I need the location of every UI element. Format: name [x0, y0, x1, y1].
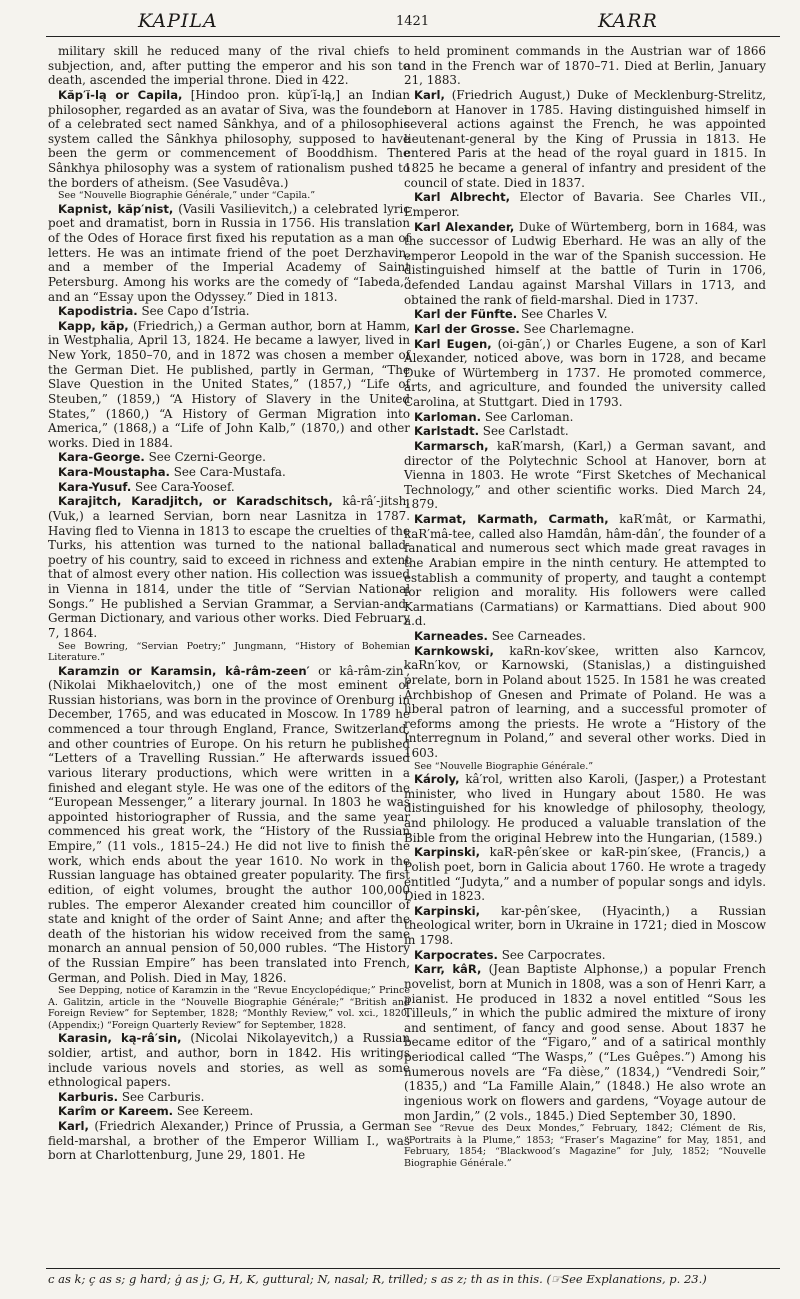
entry-text: See Carlstadt. — [482, 424, 569, 439]
entry-text: See Cara-Yoosef. — [135, 479, 235, 494]
entry-headword: Kara-George. — [58, 450, 145, 465]
entry-text: See Carpocrates. — [501, 947, 606, 962]
pronunciation-key-footer: ᴄ as k; ç as s; g hard; ġ as j; G, H, K, guttural; N, nasal; R, trilled; s as z; th as in this. (☞See Explanations, p. 23.) — [48, 1272, 707, 1286]
dictionary-entry — [48, 304, 410, 319]
dictionary-entry — [404, 88, 766, 190]
entry-text: kaR′marsh, (Karl,) a German savant, and director of the Polytechnic School at Hanover, born at Vienna in 1803. He wrote “First Sketches of Mechanical Technology,” and other scientific works. Died March 24, 1879. — [404, 438, 767, 512]
entry-text: (Nicolai Nikolayevitch,) a Russian soldier, artist, and author, born in 1842. His writings include various novels and stories, as well as some ethnological papers. — [48, 1031, 411, 1090]
entry-text: See Charles V. — [520, 307, 608, 322]
entry-headword: Karpocrates. — [414, 947, 498, 962]
entry-text: kâ-râ′-jitsh, (Vuk,) a learned Servian, born near Lasnitza in 1787. Having fled to Vienna in 1813 to escape the cruelties of the Turks, his attention was turned to the national ballad-poetry of his country, said to exceed in richness and extent that of almost every other nation. His collection was issued in Vienna in 1814, under the title of “Servian National Songs.” He published a Servian Grammar, a Servian-and-German Dictionary, and various other works. Died February 7, 1864. — [48, 494, 411, 640]
entry-text: [Hindoo pron. kŭp′ĭ-lą,] an Indian philosopher, regarded as an avatar of Siva, was the founder of a celebrated sect named Sânkhya, and of a philosophic system called the Sânkhya philosophy, supposed to have been the germ or commencement of Booddhism. The Sânkhya philosophy was a system of rationalism pushed to the borders of atheism. (See Vasudêva.) — [48, 87, 411, 190]
entry-text: (Vasili Vasilievitch,) a celebrated lyric poet and dramatist, born in Russia in 1756. His translation of the Odes of Horace first fixed his reputation as a man of letters. He was an intimate friend of the poet Derzhavin, and a member of the Imperial Academy of Saint Petersburg. Among his works are the comedy of “Iabeda,” and an “Essay upon the Odyssey.” Died in 1813. — [48, 201, 411, 304]
entry-text: See Kereem. — [176, 1104, 254, 1119]
entry-headword: Karpinski, — [414, 845, 481, 860]
entry-text: See Carloman. — [484, 409, 574, 424]
dictionary-entry — [48, 494, 410, 640]
left-column — [48, 44, 410, 1163]
dictionary-entry — [404, 845, 766, 904]
entry-text: (Friedrich Alexander,) Prince of Prussia, a German field-marshal, a brother of the Emperor William I., was born at Charlottenburg, June 29, 1801. He — [48, 1119, 410, 1163]
entry-headword: Kara-Moustapha. — [58, 465, 170, 479]
entry-text: (oi-gān′,) or Charles Eugene, a son of Karl Alexander, noticed above, was born in 1728, and became Duke of Würtemberg in 1737. He promoted commerce, arts, and agriculture, and founded the university called Carolina, at Stuttgart. Died in 1793. — [404, 336, 767, 409]
entry-headword: Karmat, Karmath, Carmath, — [414, 512, 609, 526]
entry-text: (Jean Baptiste Alphonse,) a popular French novelist, born at Munich in 1808, was a son of Henri Karr, a pianist. He produced in 1832 a novel entitled “Sous les Tilleuls,” in which the public admired the mixture of irony and sentiment, of fancy and good sense. About 1837 he became editor of the “Figaro,” and of a satirical monthly periodical called “The Wasps,” (“Les Guêpes.”) Among his numerous novels are “Fa dièse,” (1834,) “Vendredi Soir,” (1835,) and “La Famille Alain,” (1848.) He also wrote an ingenious work on flowers and gardens, “Voyage autour de mon Jardin,” (2 vols., 1845.) Died September 30, 1890. — [404, 962, 767, 1123]
entry-text: See Depping, notice of Karamzin in the “Revue Encyclopédique;” Prince A. Galitzin, article in the “Nouvelle Biographie Générale;” “British and Foreign Review” for September, 1828; “Monthly Review,” vol. xci., 1820, (Appendix;) “Foreign Quarterly Review” for September, 1828. — [48, 985, 410, 1031]
dictionary-entry — [48, 1119, 410, 1163]
entry-headword: Karajitch, Karadjitch, or Karadschitsch, — [58, 494, 333, 509]
entry-headword: Karl der Grosse. — [414, 321, 520, 336]
entry-headword: Karnkowski, — [414, 643, 494, 658]
reference-note — [48, 985, 410, 1031]
right-guide-word: KARR — [598, 10, 658, 32]
dictionary-entry — [48, 1031, 410, 1090]
entry-headword: Kara-Yusuf. — [58, 479, 132, 494]
dictionary-entry — [48, 202, 410, 304]
entry-headword: Kapnist, kăp′nist, — [58, 201, 174, 216]
entry-text: See “Nouvelle Biographie Générale,” under “Capila.” — [58, 190, 316, 202]
entry-text: (Friedrich,) a German author, born at Hamm, in Westphalia, April 13, 1824. He became a lawyer, lived in New York, 1850–70, and in 1872 was chosen a member of the German Diet. He published, partly in German, “The Slave Question in the United States,” (1857,) “Life of Steuben,” (1859,) “A History of Slavery in the United States,” (1860,) “A History of German Migration into America,” (1868,) a “Life of John Kalb,” (1870,) and other works. Died in 1884. — [48, 318, 411, 450]
entry-text: kaR′mât, or Karmathi, kaR′mâ-tee, called also Hamdân, hâm-dân′, the founder of a fanatical and numerous sect which made great ravages in the Arabian empire in the ninth century. He attempted to establish a community of property, and taught a contempt for religion and morality. His followers were called Karmatians (Carmatians) or Karmattians. Died about 900 a.d. — [404, 512, 766, 629]
entry-headword: Karl Alexander, — [414, 219, 515, 234]
dictionary-entry — [404, 948, 766, 963]
entry-text: See “Nouvelle Biographie Générale.” — [414, 760, 594, 772]
entry-text: See Czerni-George. — [148, 450, 266, 465]
dictionary-entry — [404, 220, 766, 308]
dictionary-entry — [48, 1104, 410, 1119]
entry-headword: Karneades. — [414, 629, 488, 643]
entry-text: See Capo d’Istria. — [141, 304, 250, 319]
dictionary-entry — [404, 644, 766, 761]
reference-note — [48, 641, 410, 664]
header-rule — [46, 36, 780, 37]
dictionary-entry — [48, 88, 410, 190]
entry-headword: Kăp′ĭ-lą or Capila, — [58, 87, 183, 102]
entry-text: held prominent commands in the Austrian war of 1866 and in the French war of 1870–71. Died at Berlin, January 21, 1883. — [404, 44, 766, 88]
entry-text: See “Revue des Deux Mondes,” February, 1842; Clément de Ris, “Portraits à la Plume,” 1853; “Fraser’s Magazine” for May, 1851, and February, 1854; “Blackwood’s Magazine” for July, 1852; “Nouvelle Biographie Générale.” — [404, 1123, 766, 1169]
dictionary-entry — [404, 190, 766, 219]
reference-note — [48, 190, 410, 202]
dictionary-entry — [48, 1090, 410, 1105]
entry-headword: Karl, — [414, 87, 445, 102]
entry-text: See Carburis. — [121, 1089, 205, 1104]
dictionary-entry — [404, 307, 766, 322]
entry-text: military skill he reduced many of the rival chiefs to subjection, and, after putting the emperor and his son to death, ascended the imperial throne. Died in 422. — [48, 44, 410, 88]
entry-headword: Karl der Fünfte. — [414, 307, 518, 322]
dictionary-entry — [48, 664, 410, 986]
entry-text: kaR-pên′skee or kaR-pin′skee, (Francis,) a Polish poet, born in Galicia about 1760. He wrote a tragedy entitled “Judyta,” and a number of popular songs and idyls. Died in 1823. — [404, 845, 766, 904]
entry-text: See Carneades. — [491, 629, 586, 643]
entry-headword: Karamzin or Karamsin, kâ-râm-zeen′ — [58, 663, 310, 678]
dictionary-entry — [404, 962, 766, 1123]
entry-headword: Kapodistria. — [58, 304, 138, 319]
dictionary-entry — [48, 44, 410, 88]
dictionary-entry — [404, 424, 766, 439]
entry-text: Duke of Würtemberg, born in 1684, was the successor of Ludwig Eberhard. He was an ally of the emperor Leopold in the war of the Spanish succession. He distinguished himself at the battle of Turin in 1706, defended Landau against Marshal Villars in 1713, and obtained the rank of field-marshal. Died in 1737. — [404, 219, 767, 307]
left-guide-word: KAPILA — [138, 10, 218, 32]
entry-headword: Karpinski, — [414, 903, 481, 918]
entry-headword: Karburis. — [58, 1089, 119, 1104]
entry-headword: Kapp, kăp, — [58, 318, 129, 333]
right-column — [404, 44, 766, 1169]
page-number: 1421 — [396, 14, 430, 29]
entry-headword: Karmarsch, — [414, 438, 489, 453]
entry-text: or kâ-râm-zin′, (Nikolai Mikhaelovitch,) one of the most eminent of Russian historians, was born in the province of Orenburg in December, 1765, and was educated in Moscow. In 1789 he commenced a tour through England, France, Switzerland, and other countries of Europe. On his return he published “Letters of a Travelling Russian.” He afterwards issued various literary productions, which were written in a finished and elegant style. He was one of the editors of the “European Messenger,” a literary journal. In 1803 he was appointed historiographer of Russia, and the same year commenced his great work, the “History of the Russian Empire,” (11 vols., 1815–24.) He did not live to finish the work, which ends about the year 1610. No work in the Russian language has obtained greater popularity. The first edition, of eight volumes, brought the author 100,000 rubles. The emperor Alexander created him councillor of state and knight of the order of Saint Anne; and after the death of the historian his widow received from the same monarch an annual pension of 50,000 rubles. “The History of the Russian Empire” has been translated into French, German, and Polish. Died in May, 1826. — [48, 663, 410, 985]
footer-rule — [46, 1268, 780, 1269]
dictionary-entry — [48, 480, 410, 495]
entry-text: kâ′rol, written also Karoli, (Jasper,) a Protestant minister, who lived in Hungary about 1580. He was distinguished for his knowledge of philosophy, theology, and philology. He produced a valuable translation of the Bible from the original Hebrew into the Hungarian, (1589.) — [404, 772, 767, 845]
entry-headword: Karl Albrecht, — [414, 190, 511, 205]
dictionary-entry — [404, 439, 766, 512]
entry-text: See Bowring, “Servian Poetry;” Jungmann, “History of Bohemian Literature.” — [48, 640, 410, 663]
dictionary-entry — [48, 450, 410, 465]
running-header — [40, 6, 780, 36]
entry-headword: Karlstadt. — [414, 424, 480, 439]
dictionary-entry — [404, 904, 766, 948]
entry-headword: Karr, kâR, — [414, 962, 482, 977]
reference-note — [404, 761, 766, 773]
entry-headword: Károly, — [414, 772, 460, 787]
entry-headword: Karl, — [58, 1119, 89, 1133]
dictionary-entry — [404, 629, 766, 644]
entry-headword: Karasin, ką-râ′sin, — [58, 1031, 182, 1046]
entry-text: Elector of Bavaria. See Charles VII., Emperor. — [404, 190, 767, 219]
entry-text: See Cara-Mustafa. — [173, 465, 286, 479]
entry-headword: Karîm or Kareem. — [58, 1104, 174, 1119]
dictionary-entry — [48, 465, 410, 480]
entry-text: See Charlemagne. — [523, 321, 635, 336]
entry-text: kaRn-kov′skee, written also Karncov, kaRn′kov, or Karnowski, (Stanislas,) a distinguished prelate, born in Poland about 1525. In 1581 he was created Archbishop of Gnesen and Primate of Poland. He was a liberal patron of learning, and a successful promoter of reforms among the priests. He wrote a “History of the Interregnum in Poland,” and several other works. Died in 1603. — [404, 643, 766, 760]
dictionary-entry — [48, 319, 410, 451]
dictionary-entry — [404, 322, 766, 337]
entry-headword: Karloman. — [414, 409, 482, 424]
entry-text: kar-pên′skee, (Hyacinth,) a Russian theological writer, born in Ukraine in 1721; died in Moscow in 1798. — [404, 903, 767, 947]
dictionary-entry — [404, 772, 766, 845]
dictionary-entry — [404, 44, 766, 88]
reference-note — [404, 1123, 766, 1169]
dictionary-entry — [404, 410, 766, 425]
dictionary-entry — [404, 337, 766, 410]
entry-text: (Friedrich August,) Duke of Mecklenburg-Strelitz, born at Hanover in 1785. Having distinguished himself in several actions against the French, he was appointed lieutenant-general by the King of Prussia in 1813. He entered Paris at the head of the royal guard in 1815. In 1825 he became a general of infantry and president of the council of state. Died in 1837. — [404, 87, 766, 190]
dictionary-entry — [404, 512, 766, 629]
entry-headword: Karl Eugen, — [414, 336, 492, 351]
